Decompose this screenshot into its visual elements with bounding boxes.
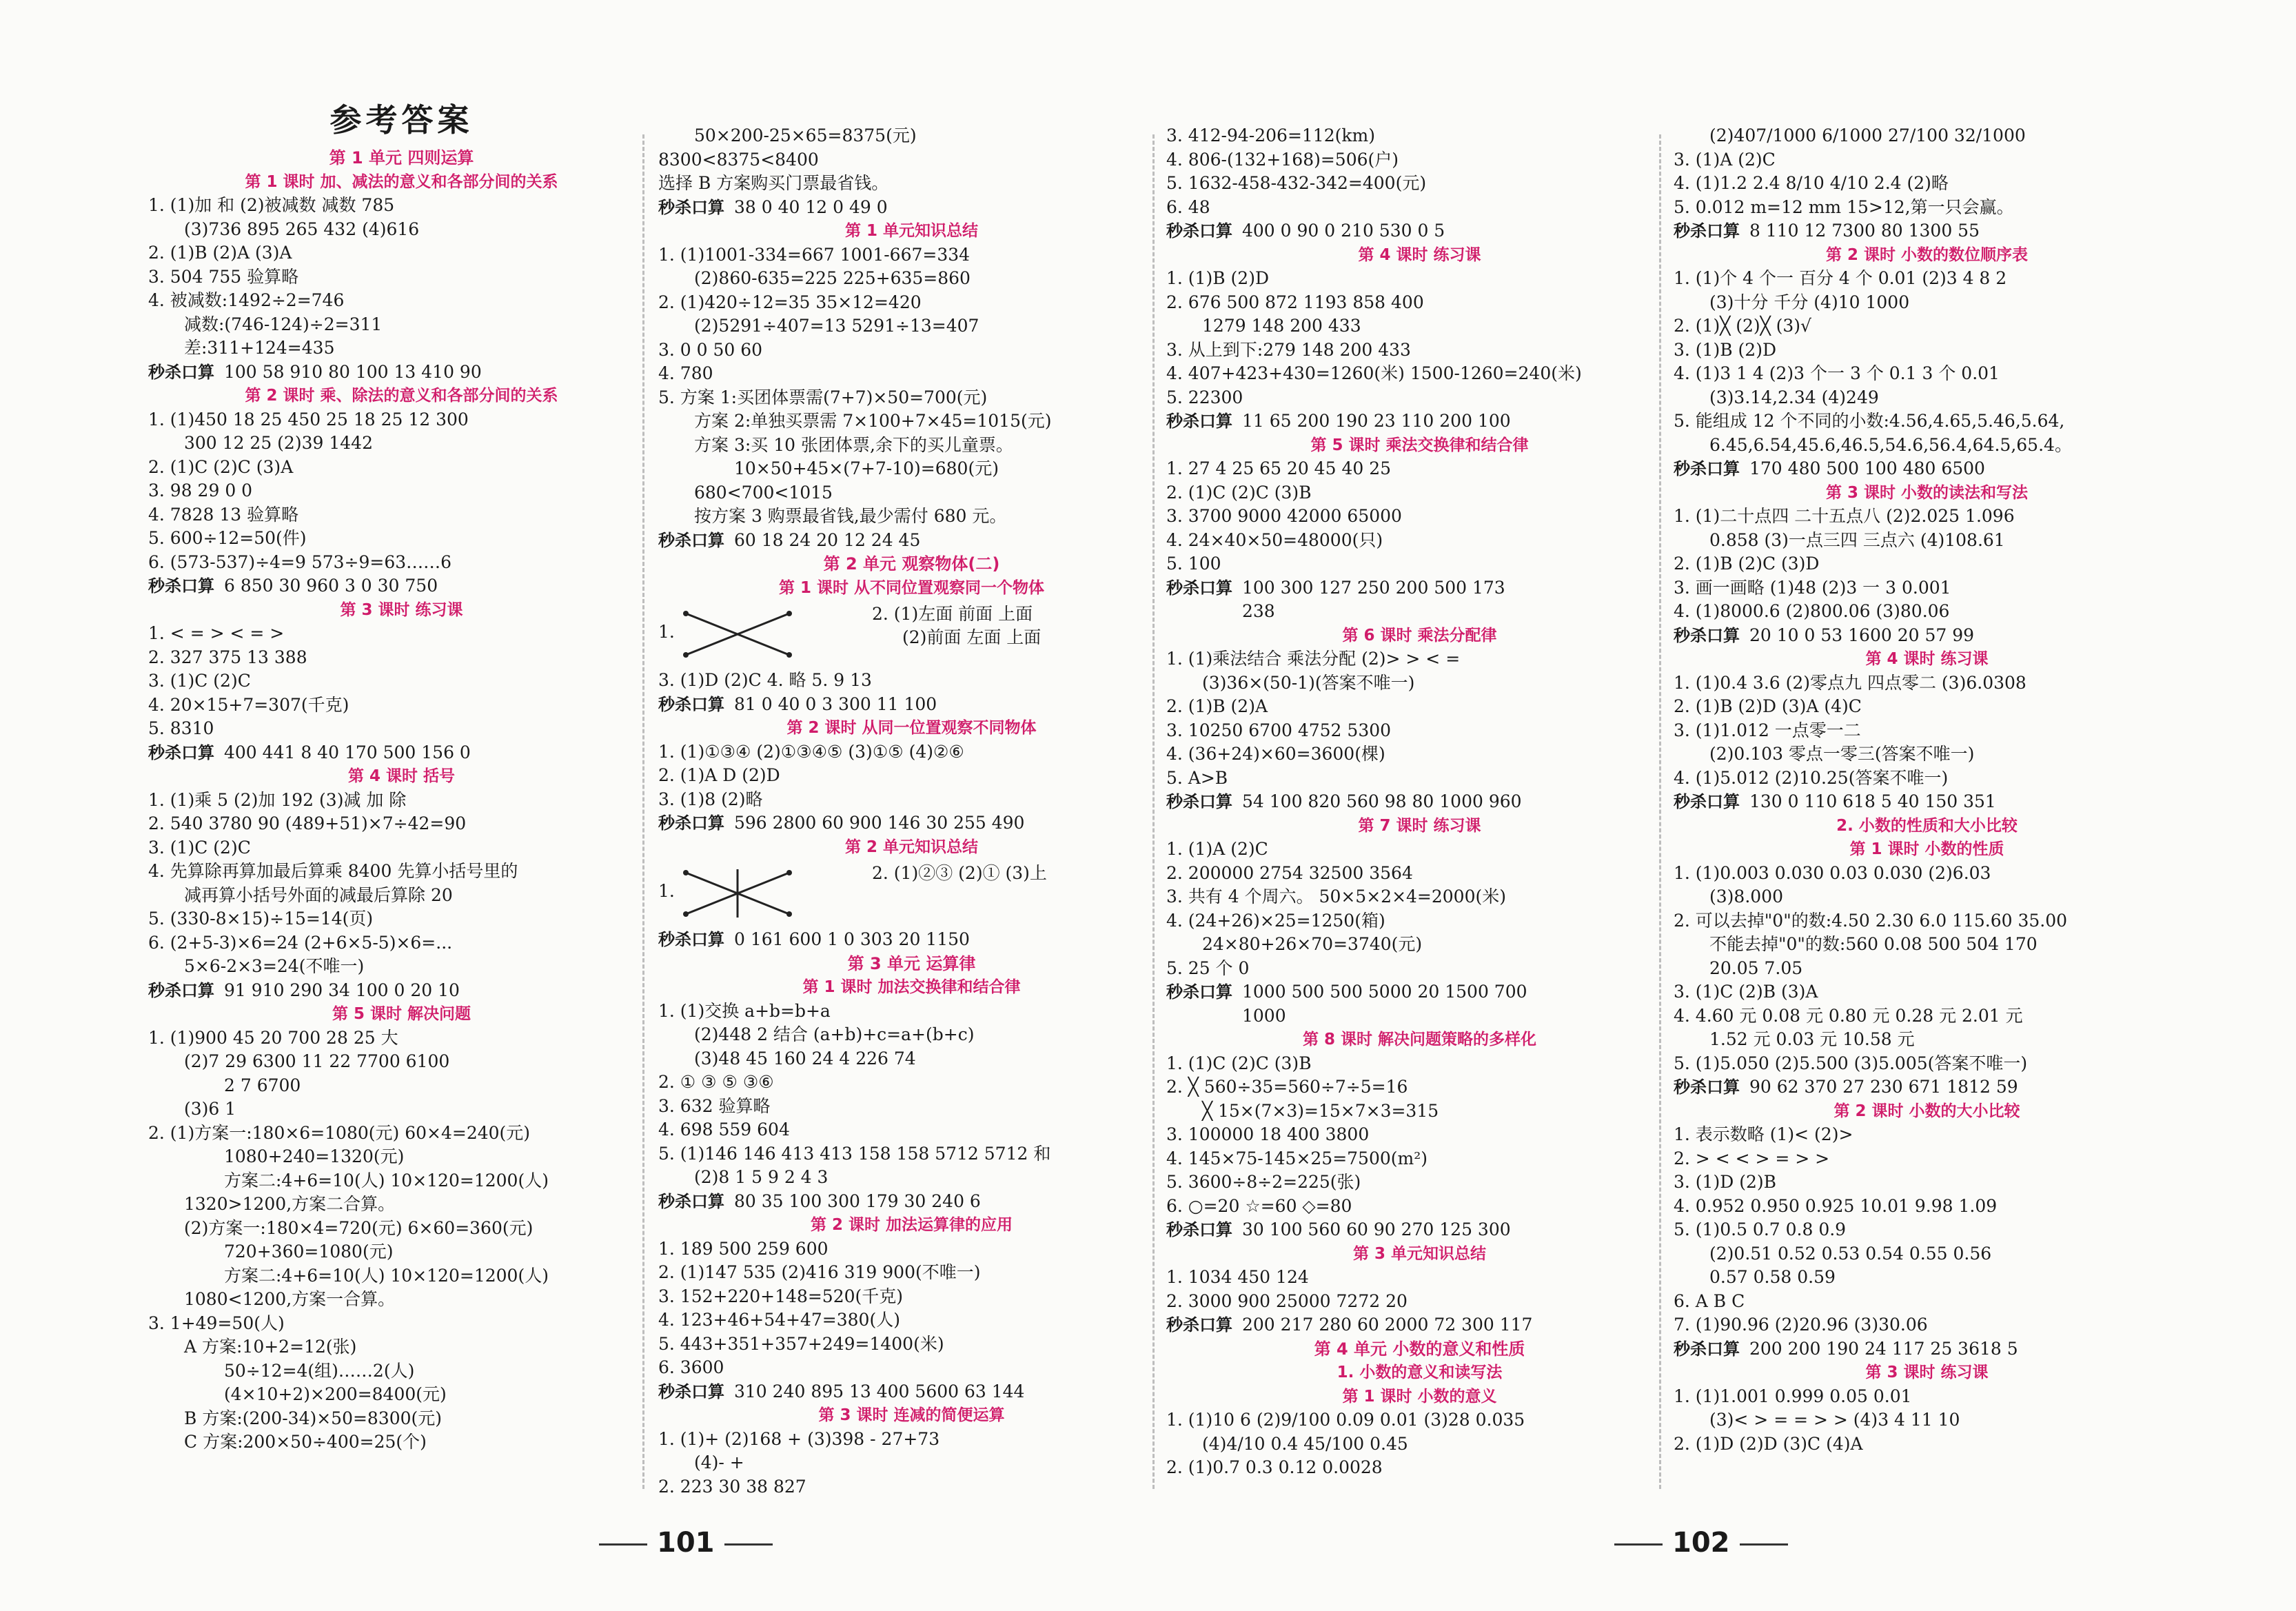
lesson-heading: 1. 小数的意义和读写法 [1337, 1364, 1503, 1381]
match-dot [683, 611, 689, 616]
answer-line: 2. (1)147 535 (2)416 319 900(不唯一) [658, 1262, 981, 1282]
quick-calc-label: 秒杀口算 [658, 930, 724, 949]
match-dot [683, 652, 689, 658]
answer-line: 2. (1)C (2)C (3)B [1166, 482, 1312, 503]
quick-calc-label: 秒杀口算 [1166, 578, 1232, 598]
answer-line: 4. 123+46+54+47=380(人) [658, 1310, 900, 1330]
answer-line: (3)736 895 265 432 (4)616 [184, 219, 420, 239]
answer-line: B 方案:(200-34)×50=8300(元) [184, 1408, 443, 1428]
answer-line: 2. 540 3780 90 (489+51)×7÷42=90 [148, 813, 467, 833]
answer-line: 5. 方案 1:买团体票需(7+7)×50=700(元) [658, 387, 988, 407]
answer-line: 3. 3700 9000 42000 65000 [1166, 506, 1402, 526]
answer-line: 选择 B 方案购买门票最省钱。 [658, 173, 889, 193]
lesson-heading: 第 5 课时 乘法交换律和结合律 [1310, 436, 1529, 454]
lesson-heading: 第 7 课时 练习课 [1358, 816, 1481, 835]
answer-line: 1. (1)10 6 (2)9/100 0.09 0.01 (3)28 0.035 [1166, 1410, 1525, 1430]
lesson-heading: 第 1 课时 从不同位置观察同一个物体 [778, 578, 1045, 597]
question-number: 1. [658, 881, 675, 901]
answer-line: (4)- + [694, 1452, 744, 1472]
answer-line: 2. > < < > = > > [1674, 1148, 1830, 1168]
answer-line: 5. 100 [1166, 554, 1221, 574]
answer-line: 不能去掉"0"的数:560 0.08 500 504 170 [1709, 934, 2038, 954]
answer-line: (2)407/1000 6/1000 27/100 32/1000 [1709, 125, 2026, 145]
answer-line: 2. (1)B (2)A (3)A [148, 243, 292, 263]
quick-calc-label: 秒杀口算 [658, 1191, 724, 1211]
answer-line: 6. 3600 [658, 1357, 724, 1377]
answer-line: 1279 148 200 433 [1202, 316, 1361, 336]
answer-line: 3. 412-94-206=112(km) [1166, 125, 1375, 145]
answer-line: 1. (1)+ (2)168 + (3)398 - 27+73 [658, 1428, 940, 1449]
answer-line: 4. 407+423+430=1260(米) 1500-1260=240(米) [1166, 363, 1582, 383]
lesson-heading: 第 2 单元知识总结 [844, 838, 979, 856]
answer-line: 秒杀口算 81 0 40 0 3 300 11 100 [658, 693, 937, 714]
answer-line: 按方案 3 购票最省钱,最少需付 680 元。 [694, 506, 1007, 526]
lesson-heading: 第 1 课时 小数的性质 [1849, 840, 2004, 858]
quick-calc-label: 秒杀口算 [1166, 1315, 1232, 1335]
quick-calc-label: 秒杀口算 [1674, 1339, 1740, 1359]
answer-line: 2. 223 30 38 827 [658, 1476, 806, 1497]
answer-line: 2. 可以去掉"0"的数:4.50 2.30 6.0 115.60 35.00 [1674, 910, 2068, 931]
answer-line: 3. 152+220+148=520(千克) [658, 1286, 904, 1306]
answer-line: 4. 20×15+7=307(千克) [148, 694, 349, 715]
answer-line: 4. 0.952 0.950 0.925 10.01 9.98 1.09 [1674, 1195, 1998, 1216]
quick-calc-label: 秒杀口算 [658, 197, 724, 217]
answer-line: 1.52 元 0.03 元 10.58 元 [1709, 1029, 1915, 1049]
answer-line: 5. (330-8×15)÷15=14(页) [148, 909, 374, 929]
answer-line: 3. 画一画略 (1)48 (2)3 一 3 0.001 [1674, 577, 1951, 598]
answer-line: 680<700<1015 [694, 482, 833, 503]
answer-line: 6. A B C [1674, 1290, 1745, 1311]
lesson-heading: 第 3 课时 练习课 [1865, 1364, 1989, 1381]
answer-line: 3. 1+49=50(人) [148, 1313, 285, 1333]
answer-line: 3. (1)C (2)C [148, 671, 251, 691]
answer-line: 3. (1)A (2)C [1674, 149, 1776, 170]
match-dot [786, 911, 792, 917]
answer-line: 3. (1)1.012 一点零一二 [1674, 720, 1861, 740]
answer-line: (3)36×(50-1)(答案不唯一) [1202, 672, 1415, 693]
lesson-heading: 第 1 单元知识总结 [844, 222, 979, 240]
match-dot [786, 652, 792, 658]
answer-line: 秒杀口算 30 100 560 60 90 270 125 300 [1166, 1219, 1511, 1239]
quick-calc-label: 秒杀口算 [1674, 792, 1740, 811]
quick-calc-label: 秒杀口算 [658, 530, 724, 550]
answer-line: 3. 0 0 50 60 [658, 339, 763, 360]
lesson-heading: 第 2 课时 从同一位置观察不同物体 [786, 719, 1037, 737]
answer-line: 秒杀口算 60 18 24 20 12 24 45 [658, 529, 921, 550]
column-1 [148, 101, 655, 1455]
answer-line: (3)十分 千分 (4)10 1000 [1709, 292, 1910, 312]
quick-calc-label: 秒杀口算 [1166, 1220, 1232, 1239]
answer-line: 秒杀口算 100 300 127 250 200 500 173 [1166, 577, 1505, 598]
lesson-heading: 第 3 课时 连减的简便运算 [818, 1406, 1005, 1424]
quick-calc-label: 秒杀口算 [148, 742, 214, 762]
answer-line: 3. (1)C (2)B (3)A [1674, 982, 1818, 1002]
answer-line: 1. (1)交换 a+b=b+a [658, 1000, 831, 1021]
answer-line: 2. (1)0.7 0.3 0.12 0.0028 [1166, 1457, 1383, 1477]
answer-line: 1. (1)①③④ (2)①③④⑤ (3)①⑤ (4)②⑥ [658, 741, 964, 762]
unit-heading: 第 3 单元 运算律 [847, 953, 976, 973]
answer-line: 2 7 6700 [224, 1075, 301, 1095]
diagram-answers [872, 862, 1047, 885]
answer-line: 差:311+124=435 [184, 338, 335, 358]
match-dot [683, 911, 689, 917]
answer-line: (4)4/10 0.4 45/100 0.45 [1202, 1433, 1408, 1454]
answer-line: 6. 48 [1166, 196, 1210, 217]
answer-line: 1080+240=1320(元) [224, 1146, 405, 1166]
answer-line: 238 [1242, 601, 1275, 621]
answer-line: 1. < = > < = > [148, 623, 285, 643]
answer-line: 方案二:4+6=10(人) 10×120=1200(人) [224, 1265, 549, 1286]
answer-line: 2. (1)B (2)D (3)A (4)C [1674, 696, 1862, 716]
answer-line: 4. 被减数:1492÷2=746 [148, 290, 345, 310]
answer-line: 10×50+45×(7+7-10)=680(元) [734, 458, 999, 478]
answer-line: 1. 27 4 25 65 20 45 40 25 [1166, 458, 1392, 478]
page-number-right: 102 [1605, 1527, 1798, 1559]
answer-line: 6. ○=20 ☆=60 ◇=80 [1166, 1195, 1352, 1216]
line-match-icon [679, 866, 796, 921]
answer-line: 2. ① ③ ⑤ ③⑥ [658, 1072, 774, 1092]
answer-line: 秒杀口算 20 10 0 53 1600 20 57 99 [1674, 625, 1975, 645]
answer-line: 5. 3600÷8÷2=225(张) [1166, 1172, 1361, 1192]
answer-line: 1. (1)二十点四 二十五点八 (2)2.025 1.096 [1674, 506, 2015, 526]
answer-line: 秒杀口算 1000 500 500 5000 20 1500 700 [1166, 982, 1527, 1002]
answer-line: 1. (1)1001-334=667 1001-667=334 [658, 244, 971, 265]
match-dot [786, 611, 792, 616]
lesson-heading: 第 4 课时 括号 [347, 767, 456, 785]
quick-calc-label: 秒杀口算 [148, 980, 214, 1000]
answer-line: 1. (1)0.4 3.6 (2)零点九 四点零二 (3)6.0308 [1674, 672, 2026, 693]
lesson-heading: 第 8 课时 解决问题策略的多样化 [1302, 1031, 1537, 1048]
unit-heading: 第 4 单元 小数的意义和性质 [1314, 1339, 1525, 1359]
answer-line: 5. 25 个 0 [1166, 958, 1250, 978]
lesson-heading: 第 2 课时 小数的大小比较 [1833, 1102, 2020, 1120]
answer-line: 1. (1)450 18 25 450 25 18 25 12 300 [148, 409, 469, 429]
quick-calc-label: 秒杀口算 [148, 362, 214, 382]
quick-calc-label: 秒杀口算 [658, 694, 724, 714]
answer-line: 2. (1)C (2)C (3)A [148, 456, 294, 477]
quick-calc-label: 秒杀口算 [1166, 982, 1232, 1002]
answer-line: 20.05 7.05 [1709, 958, 1803, 978]
answer-line: 方案二:4+6=10(人) 10×120=1200(人) [224, 1170, 549, 1190]
quick-calc-label: 秒杀口算 [658, 1381, 724, 1401]
answer-line: 6. (573-537)÷4=9 573÷9=63……6 [148, 551, 452, 572]
answer-line: 6.45,6.54,45.6,46.5,54.6,56.4,64.5,65.4。 [1709, 434, 2072, 455]
answer-line: (3)6 1 [184, 1099, 236, 1119]
diagram-answers [872, 602, 1041, 649]
answer-line: 4. 698 559 604 [658, 1119, 790, 1139]
unit-heading: 第 1 单元 四则运算 [329, 148, 474, 168]
answer-line: 方案 3:买 10 张团体票,余下的买儿童票。 [694, 434, 1013, 455]
answer-line: 3. (1)D (2)C 4. 略 5. 9 13 [658, 670, 872, 690]
match-dot [786, 870, 792, 875]
quick-calc-label: 秒杀口算 [1166, 221, 1232, 241]
answer-line: 2. 676 500 872 1193 858 400 [1166, 292, 1424, 312]
answer-line: (2)5291÷407=13 5291÷13=407 [694, 316, 979, 336]
answer-line: 3. (1)B (2)D [1674, 339, 1776, 360]
answer-line: 秒杀口算 400 0 90 0 210 530 0 5 [1166, 221, 1445, 241]
answer-line: 2. (1)方案一:180×6=1080(元) 60×4=240(元) [148, 1122, 531, 1143]
lesson-heading: 第 2 课时 小数的数位顺序表 [1825, 245, 2029, 264]
answer-line: 1. (1)900 45 20 700 28 25 大 [148, 1027, 398, 1048]
answer-line: 2. (1)左面 前面 上面 [872, 604, 1033, 624]
column-3 [1166, 124, 1673, 1480]
answer-line: 秒杀口算 8 110 12 7300 80 1300 55 [1674, 221, 1980, 241]
answer-line: 5. A>B [1166, 767, 1228, 788]
answer-line: 300 12 25 (2)39 1442 [184, 433, 373, 453]
answer-line: 1. (1)个 4 个一 百分 4 个 0.01 (2)3 4 8 2 [1674, 268, 2007, 288]
answer-line: (2)7 29 6300 11 22 7700 6100 [184, 1051, 450, 1071]
answer-line: 3. (1)D (2)B [1674, 1172, 1776, 1192]
answer-line: 2. 3000 900 25000 7272 20 [1166, 1290, 1408, 1311]
answer-line: (4×10+2)×200=8400(元) [224, 1384, 447, 1404]
answer-line: 4. 780 [658, 363, 713, 383]
answer-line: 2. 327 375 13 388 [148, 647, 307, 667]
answer-line: (3)< > = = > > (4)3 4 11 10 [1709, 1410, 1960, 1430]
answer-line: 5. 1632-458-432-342=400(元) [1166, 173, 1427, 193]
lesson-heading: 第 1 课时 加、减法的意义和各部分间的关系 [245, 172, 558, 191]
answer-line: 3. 从上到下:279 148 200 433 [1166, 339, 1411, 360]
answer-line: A 方案:10+2=12(张) [184, 1337, 357, 1357]
answer-line: 4. (1)8000.6 (2)800.06 (3)80.06 [1674, 601, 1950, 621]
quick-calc-label: 秒杀口算 [1674, 1077, 1740, 1097]
lesson-heading: 第 6 课时 乘法分配律 [1342, 626, 1497, 645]
answer-line: 3. 504 755 验算略 [148, 266, 299, 287]
answer-line: 0.858 (3)一点三四 三点六 (4)108.61 [1709, 529, 2005, 550]
answer-line: 5. (1)5.050 (2)5.500 (3)5.005(答案不唯一) [1674, 1053, 2028, 1073]
answer-line: 4. 7828 13 验算略 [148, 504, 299, 525]
answer-line: 秒杀口算 400 441 8 40 170 500 156 0 [148, 742, 471, 762]
answer-line: 方案 2:单独买票需 7×100+7×45=1015(元) [694, 411, 1052, 431]
answer-line: 秒杀口算 200 200 190 24 117 25 3618 5 [1674, 1338, 2018, 1359]
answer-line: 5. 能组成 12 个不同的小数:4.56,4.65,5.46,5.64, [1674, 411, 2065, 431]
answer-line: 秒杀口算 596 2800 60 900 146 30 255 490 [658, 813, 1025, 833]
answer-line: (2)前面 左面 上面 [902, 627, 1042, 647]
answer-line: (2)0.103 零点一零三(答案不唯一) [1709, 744, 1975, 764]
answer-line: (2)方案一:180×4=720(元) 6×60=360(元) [184, 1217, 534, 1238]
answer-line: 1080<1200,方案一合算。 [184, 1289, 396, 1309]
answer-line: 2. (1)B (2)C (3)D [1674, 554, 1820, 574]
answer-line: 1. (1)B (2)D [1166, 268, 1269, 288]
column-4 [1674, 124, 2180, 1456]
answer-line: 5. 0.012 m=12 mm 15>12,第一只会赢。 [1674, 196, 2014, 217]
lesson-heading: 第 3 单元知识总结 [1352, 1244, 1487, 1263]
answer-line: 2. (1)420÷12=35 35×12=420 [658, 292, 922, 312]
answer-line: 4. (36+24)×60=3600(棵) [1166, 744, 1385, 764]
answer-line: 秒杀口算 54 100 820 560 98 80 1000 960 [1166, 791, 1522, 811]
quick-calc-label: 秒杀口算 [1166, 792, 1232, 811]
lesson-heading: 第 3 课时 练习课 [340, 600, 463, 619]
answer-line: 1. (1)乘 5 (2)加 192 (3)减 加 除 [148, 789, 407, 810]
answer-line: C 方案:200×50÷400=25(个) [184, 1432, 427, 1452]
answer-line: 4. 4.60 元 0.08 元 0.80 元 0.28 元 2.01 元 [1674, 1005, 2023, 1026]
answer-line: 1320>1200,方案二合算。 [184, 1194, 396, 1214]
answer-line: 4. 806-(132+168)=506(户) [1166, 149, 1399, 170]
answer-line: 减数:(746-124)÷2=311 [184, 314, 383, 334]
quick-calc-label: 秒杀口算 [1166, 412, 1232, 431]
lesson-heading: 第 1 课时 加法交换律和结合律 [802, 978, 1021, 996]
answer-line: 5. 600÷12=50(件) [148, 528, 307, 548]
answer-line: 1. (1)加 和 (2)被减数 减数 785 [148, 195, 395, 215]
answer-line: 秒杀口算 0 161 600 1 0 303 20 1150 [658, 929, 970, 949]
answer-line: 1. (1)乘法结合 乘法分配 (2)> > < = [1166, 649, 1461, 669]
answer-line: 秒杀口算 130 0 110 618 5 40 150 351 [1674, 791, 1996, 811]
answer-line: 1. (1)C (2)C (3)B [1166, 1053, 1312, 1073]
answer-line: 2. 200000 2754 32500 3564 [1166, 862, 1413, 883]
answer-line: 5. (1)146 146 413 413 158 158 5712 5712 和 [658, 1143, 1051, 1164]
answer-line: 秒杀口算 91 910 290 34 100 0 20 10 [148, 980, 460, 1000]
answer-line: 3. (1)8 (2)略 [658, 789, 763, 809]
answer-line: 7. (1)90.96 (2)20.96 (3)30.06 [1674, 1315, 1928, 1335]
answer-line: 3. 10250 6700 4752 5300 [1166, 720, 1392, 740]
answer-line: 3. 100000 18 400 3800 [1166, 1124, 1370, 1144]
answer-line: 2. (1)A D (2)D [658, 765, 780, 785]
answer-line: (3)8.000 [1709, 886, 1783, 906]
answer-line: 秒杀口算 100 58 910 80 100 13 410 90 [148, 361, 482, 382]
answer-line: 2. (1)D (2)D (3)C (4)A [1674, 1433, 1863, 1454]
answer-line: 秒杀口算 38 0 40 12 0 49 0 [658, 196, 888, 217]
answer-line: 秒杀口算 6 850 30 960 3 0 30 750 [148, 576, 438, 596]
answer-line: 5×6-2×3=24(不唯一) [184, 956, 365, 976]
answer-line: 24×80+26×70=3740(元) [1202, 934, 1423, 954]
answer-line: 5. (1)0.5 0.7 0.8 0.9 [1674, 1219, 1847, 1239]
answer-line: 4. (1)1.2 2.4 8/10 4/10 2.4 (2)略 [1674, 173, 1949, 193]
answer-line: 5. 22300 [1166, 387, 1243, 407]
lesson-heading: 第 2 课时 乘、除法的意义和各部分间的关系 [245, 387, 558, 405]
answer-line: 1. (1)0.003 0.030 0.03 0.030 (2)6.03 [1674, 862, 1991, 883]
answer-line: 1000 [1242, 1005, 1286, 1026]
answer-line: 1. (1)1.001 0.999 0.05 0.01 [1674, 1386, 1912, 1406]
line-match-icon [679, 607, 796, 662]
answer-line: 720+360=1080(元) [224, 1242, 394, 1262]
answer-line: 1. (1)A (2)C [1166, 839, 1268, 859]
quick-calc-label: 秒杀口算 [1674, 625, 1740, 645]
answer-line: 3. (1)C (2)C [148, 837, 251, 858]
answer-line: 减再算小括号外面的减最后算除 20 [184, 884, 453, 905]
lesson-heading: 第 5 课时 解决问题 [332, 1005, 471, 1023]
answer-line: (3)3.14,2.34 (4)249 [1709, 387, 1879, 407]
lesson-heading: 第 2 课时 加法运算律的应用 [810, 1216, 1013, 1234]
answer-line: 4. 24×40×50=48000(只) [1166, 529, 1383, 550]
question-number: 1. [658, 622, 675, 642]
answer-line: (2)448 2 结合 (a+b)+c=a+(b+c) [694, 1024, 975, 1044]
quick-calc-label: 秒杀口算 [658, 813, 724, 833]
answer-line: 4. (1)5.012 (2)10.25(答案不唯一) [1674, 767, 1949, 788]
page-title: 参考答案 [329, 101, 474, 139]
answer-line: 1. 189 500 259 600 [658, 1238, 829, 1259]
answer-line: 4. 145×75-145×25=7500(m²) [1166, 1148, 1428, 1168]
answer-line: 4. 先算除再算加最后算乘 8400 先算小括号里的 [148, 861, 518, 881]
answer-line: 50÷12=4(组)……2(人) [224, 1360, 415, 1381]
quick-calc-label: 秒杀口算 [148, 576, 214, 596]
answer-line: 1. 表示数略 (1)< (2)> [1674, 1124, 1853, 1144]
lesson-heading: 第 4 课时 练习课 [1865, 650, 1989, 668]
answer-line: 50×200-25×65=8375(元) [694, 125, 917, 145]
answer-line: (3)48 45 160 24 4 226 74 [694, 1048, 916, 1068]
lesson-heading: 第 3 课时 小数的读法和写法 [1825, 483, 2029, 502]
page-number-left: 101 [589, 1527, 782, 1559]
answer-line: 4. (1)3 1 4 (2)3 个一 3 个 0.1 3 个 0.01 [1674, 363, 2000, 383]
answer-line: (2)0.51 0.52 0.53 0.54 0.55 0.56 [1709, 1243, 1992, 1264]
answer-line: 5. 443+351+357+249=1400(米) [658, 1333, 944, 1354]
answer-line: 3. 632 验算略 [658, 1095, 771, 1116]
answer-line: 2. (1)②③ (2)① (3)上 [872, 863, 1047, 883]
answer-line: 0.57 0.58 0.59 [1709, 1267, 1836, 1287]
answer-line: 4. (24+26)×25=1250(箱) [1166, 910, 1385, 931]
quick-calc-label: 秒杀口算 [1674, 459, 1740, 478]
matching-diagram [658, 859, 1165, 928]
unit-heading: 第 2 单元 观察物体(二) [823, 554, 1000, 574]
answer-line: ╳ 15×(7×3)=15×7×3=315 [1202, 1100, 1439, 1121]
answer-line: 2. (1)B (2)A [1166, 696, 1268, 716]
answer-line: 1. 1034 450 124 [1166, 1267, 1309, 1287]
answer-line: 3. 98 29 0 0 [148, 480, 253, 500]
answer-line: (2)860-635=225 225+635=860 [694, 268, 971, 288]
answer-line: 6. (2+5-3)×6=24 (2+6×5-5)×6=... [148, 932, 453, 953]
quick-calc-label: 秒杀口算 [1674, 221, 1740, 241]
lesson-heading: 第 1 课时 小数的意义 [1342, 1387, 1497, 1406]
answer-line: 8300<8375<8400 [658, 149, 819, 170]
answer-line: 秒杀口算 170 480 500 100 480 6500 [1674, 458, 1985, 478]
lesson-heading: 第 4 课时 练习课 [1358, 245, 1481, 264]
answer-line: 2. ╳ 560÷35=560÷7÷5=16 [1166, 1077, 1408, 1097]
answer-line: 秒杀口算 200 217 280 60 2000 72 300 117 [1166, 1315, 1533, 1335]
answer-line: 秒杀口算 90 62 370 27 230 671 1812 59 [1674, 1077, 2018, 1097]
answer-line: 秒杀口算 310 240 895 13 400 5600 63 144 [658, 1381, 1025, 1401]
lesson-heading: 2. 小数的性质和大小比较 [1836, 816, 2018, 835]
match-dot [683, 870, 689, 875]
answer-line: 秒杀口算 11 65 200 190 23 110 200 100 [1166, 411, 1511, 431]
answer-line: (2)8 1 5 9 2 4 3 [694, 1167, 829, 1187]
answer-line: 2. (1)╳ (2)╳ (3)√ [1674, 316, 1811, 336]
matching-diagram [658, 600, 1165, 669]
answer-line: 秒杀口算 80 35 100 300 179 30 240 6 [658, 1190, 981, 1211]
answer-line: 3. 共有 4 个周六。 50×5×2×4=2000(米) [1166, 886, 1506, 906]
column-2 [658, 124, 1165, 1499]
answer-line: 5. 8310 [148, 718, 214, 738]
